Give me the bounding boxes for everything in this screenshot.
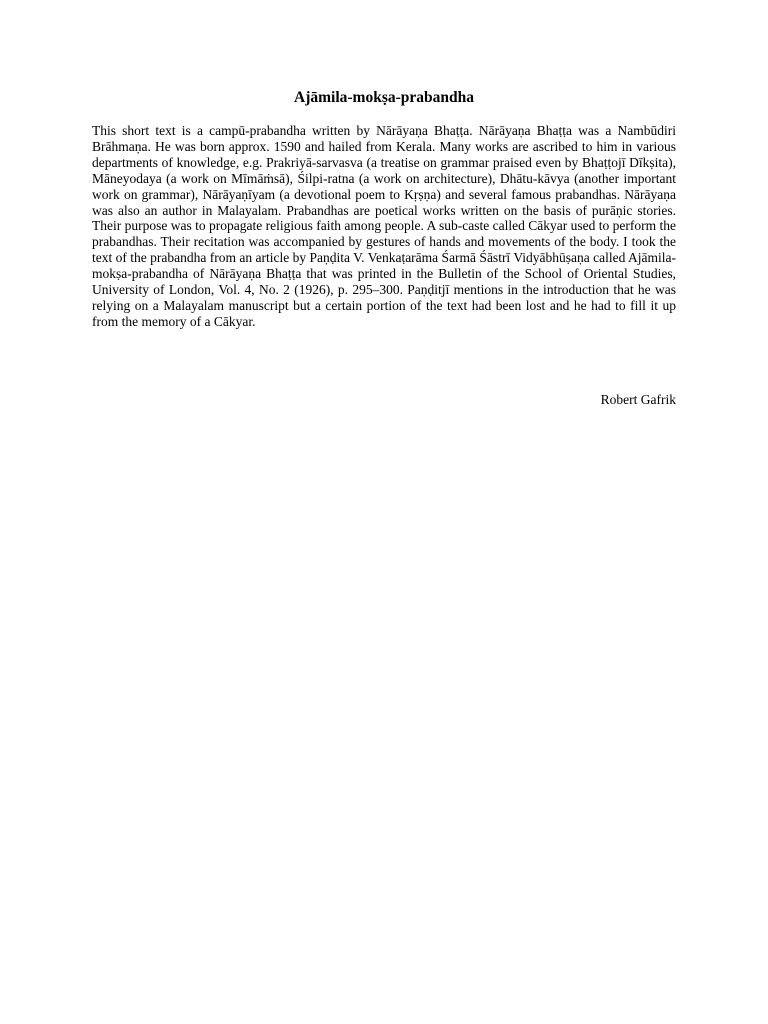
body-paragraph: This short text is a campū-prabandha written by Nārāyaṇa Bhaṭṭa. Nārāyaṇa Bhaṭṭa was a Nambūdiri Brāhmaṇa. He was born approx. 1590 and hailed from Kerala. Many works are ascribed to him in various departments of knowledge, e.g. Prakriyā-sarvasva (a treatise on grammar praised even by Bhaṭṭojī Dīkṣita), Māneyodaya (a work on Mīmāṁsā), Śilpi-ratna (a work on architecture), Dhātu-kāvya (another important work on grammar), Nārāyaṇīyam (a devotional poem to Kṛṣṇa) and several famous prabandhas. Nārāyaṇa was also an author in Malayalam. Prabandhas are poetical works written on the basis of purāṇic stories. Their purpose was to propagate religious faith among people. A sub-caste called Cākyar used to perform the prabandhas. Their recitation was accompanied by gestures of hands and movements of the body. I took the text of the prabandha from an article by Paṇḍita V. Venkaṭarāma Śarmā Śāstrī Vidyābhūṣaṇa called Ajāmila-mokṣa-prabandha of Nārāyaṇa Bhaṭṭa that was printed in the Bulletin of the School of Oriental Studies, University of London, Vol. 4, No. 2 (1926), p. 295–300. Paṇḍitjī mentions in the introduction that he was relying on a Malayalam manuscript but a certain portion of the text had been lost and he had to fill it up from the memory of a Cākyar. [92, 123, 676, 329]
author-signature: Robert Gafrik [600, 392, 676, 407]
page-title: Ajāmila-mokṣa-prabandha [294, 89, 474, 106]
